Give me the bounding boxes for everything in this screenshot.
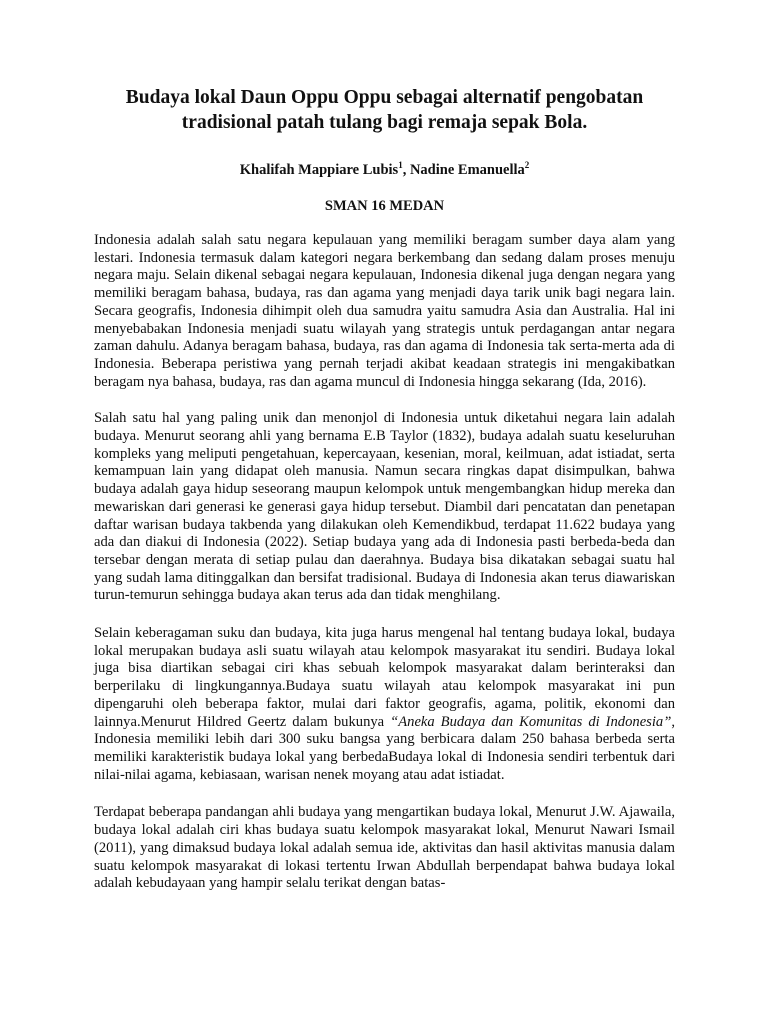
paragraph-text: Selain keberagaman suku dan budaya, kita juga harus mengenal hal tentang budaya lokal, budaya lokal merupakan budaya asli suatu wilayah atau kelompok masyarakat itu sendiri. Budaya lokal juga bisa diartikan sebagai ciri khas sebuah kelompok masyarakat dalam berinteraksi dan berperilaku di lingkungannya.Budaya suatu wilayah atau kelompok masyarakat ini pun dipengaruhi oleh beberapa faktor, mulai dari faktor geografis, agama, politik, ekonomi dan lainnya.Menurut Hildred Geertz dalam bukunya bbox=[94, 625, 675, 730]
school-name: SMAN 16 MEDAN bbox=[324, 198, 445, 214]
body-paragraph: Indonesia adalah salah satu negara kepulauan yang memiliki beragam sumber daya alam yang lestari. Indonesia termasuk dalam kategori negara berkembang dan sedang dalam proses menuju negara maju. Selain dikenal sebagai negara kepulauan, Indonesia dikenal juga dengan negara yang memiliki beragam bahasa, budaya, ras dan agama yang menjadi daya tarik unik bagi negara lain. Secara geografis, Indonesia dihimpit oleh dua samudra yaitu samudra Asia dan Australia. Hal ini menyebabakan Indonesia menjadi suatu wilayah yang strategis untuk perdagangan antar negara zaman dahulu. Adanya beragam bahasa, budaya, ras dan agama di Indonesia tak serta-merta ada di Indonesia. Beberapa peristiwa yang pernah terjadi akibat keadaan strategis ini mengakibatkan beragam nya bahasa, budaya, ras dan agama muncul di Indonesia hingga sekarang (Ida, 2016). bbox=[94, 232, 675, 390]
affiliation-mark: 2 bbox=[524, 160, 530, 171]
body-paragraph: Terdapat beberapa pandangan ahli budaya yang mengartikan budaya lokal, Menurut J.W. Ajawaila, budaya lokal adalah ciri khas budaya suatu kelompok masyarakat lokal, Menurut Nawari Ismail (2011), yang dimaksud budaya lokal adalah semua ide, aktivitas dan hasil aktivitas manusia dalam suatu kelompok masyarakat di lokasi tertentu Irwan Abdullah berpendapat bahwa budaya lokal adalah kebudayaan yang hampir selalu terikat dengan batas- bbox=[94, 804, 675, 892]
document-title: Budaya lokal Daun Oppu Oppu sebagai alternatif pengobatan tradisional patah tulang bagi remaja sepak Bola. bbox=[125, 87, 644, 133]
author-separator: , bbox=[402, 162, 410, 178]
body-paragraph bbox=[94, 625, 675, 784]
affiliation-mark: 1 bbox=[398, 160, 403, 171]
body-paragraph: Salah satu hal yang paling unik dan menonjol di Indonesia untuk diketahui negara lain adalah budaya. Menurut seorang ahli yang bernama E.B Taylor (1832), budaya adalah suatu keseluruhan kompleks yang meliputi pengetahuan, kepercayaan, kesenian, moral, keilmuan, adat istiadat, serta kemampuan lain yang didapat oleh manusia. Namun secara ringkas dapat disimpulkan, bahwa budaya adalah gaya hidup seseorang maupun kelompok untuk mengembangkan hidup mereka dan mewariskan dari generasi ke generasi gaya hidup tersebut. Diambil dari pencatatan dan penetapan daftar warisan budaya takbenda yang dilakukan oleh Kemendikbud, terdapat 11.622 budaya yang ada dan diakui di Indonesia (2022). Setiap budaya yang ada di Indonesia pasti berbeda-beda dan tersebar dengan merata di setiap pulau dan daerahnya. Budaya bisa dikatakan sebagai suatu hal yang sudah lama ditinggalkan dan bersifat tradisional. Budaya di Indonesia akan terus diawariskan turun-temurun sehingga budaya akan terus ada dan tidak menghilang. bbox=[94, 410, 675, 604]
author-name: Nadine Emanuella bbox=[409, 162, 525, 178]
paragraph-text: , Indonesia memiliki lebih dari 300 suku bangsa yang berbicara dalam 250 bahasa berbeda serta memiliki karakteristik budaya lokal yang berbedaBudaya lokal di Indonesia sendiri terbentuk dari nilai-nilai agama, kebiasaan, warisan nenek moyang atau adat istiadat. bbox=[94, 713, 675, 783]
author-name: Khalifah Mappiare Lubis bbox=[239, 162, 399, 178]
author-line bbox=[94, 161, 675, 179]
document-page bbox=[94, 85, 675, 893]
book-title: “Aneka Budaya dan Komunitas di Indonesia” bbox=[390, 713, 672, 730]
